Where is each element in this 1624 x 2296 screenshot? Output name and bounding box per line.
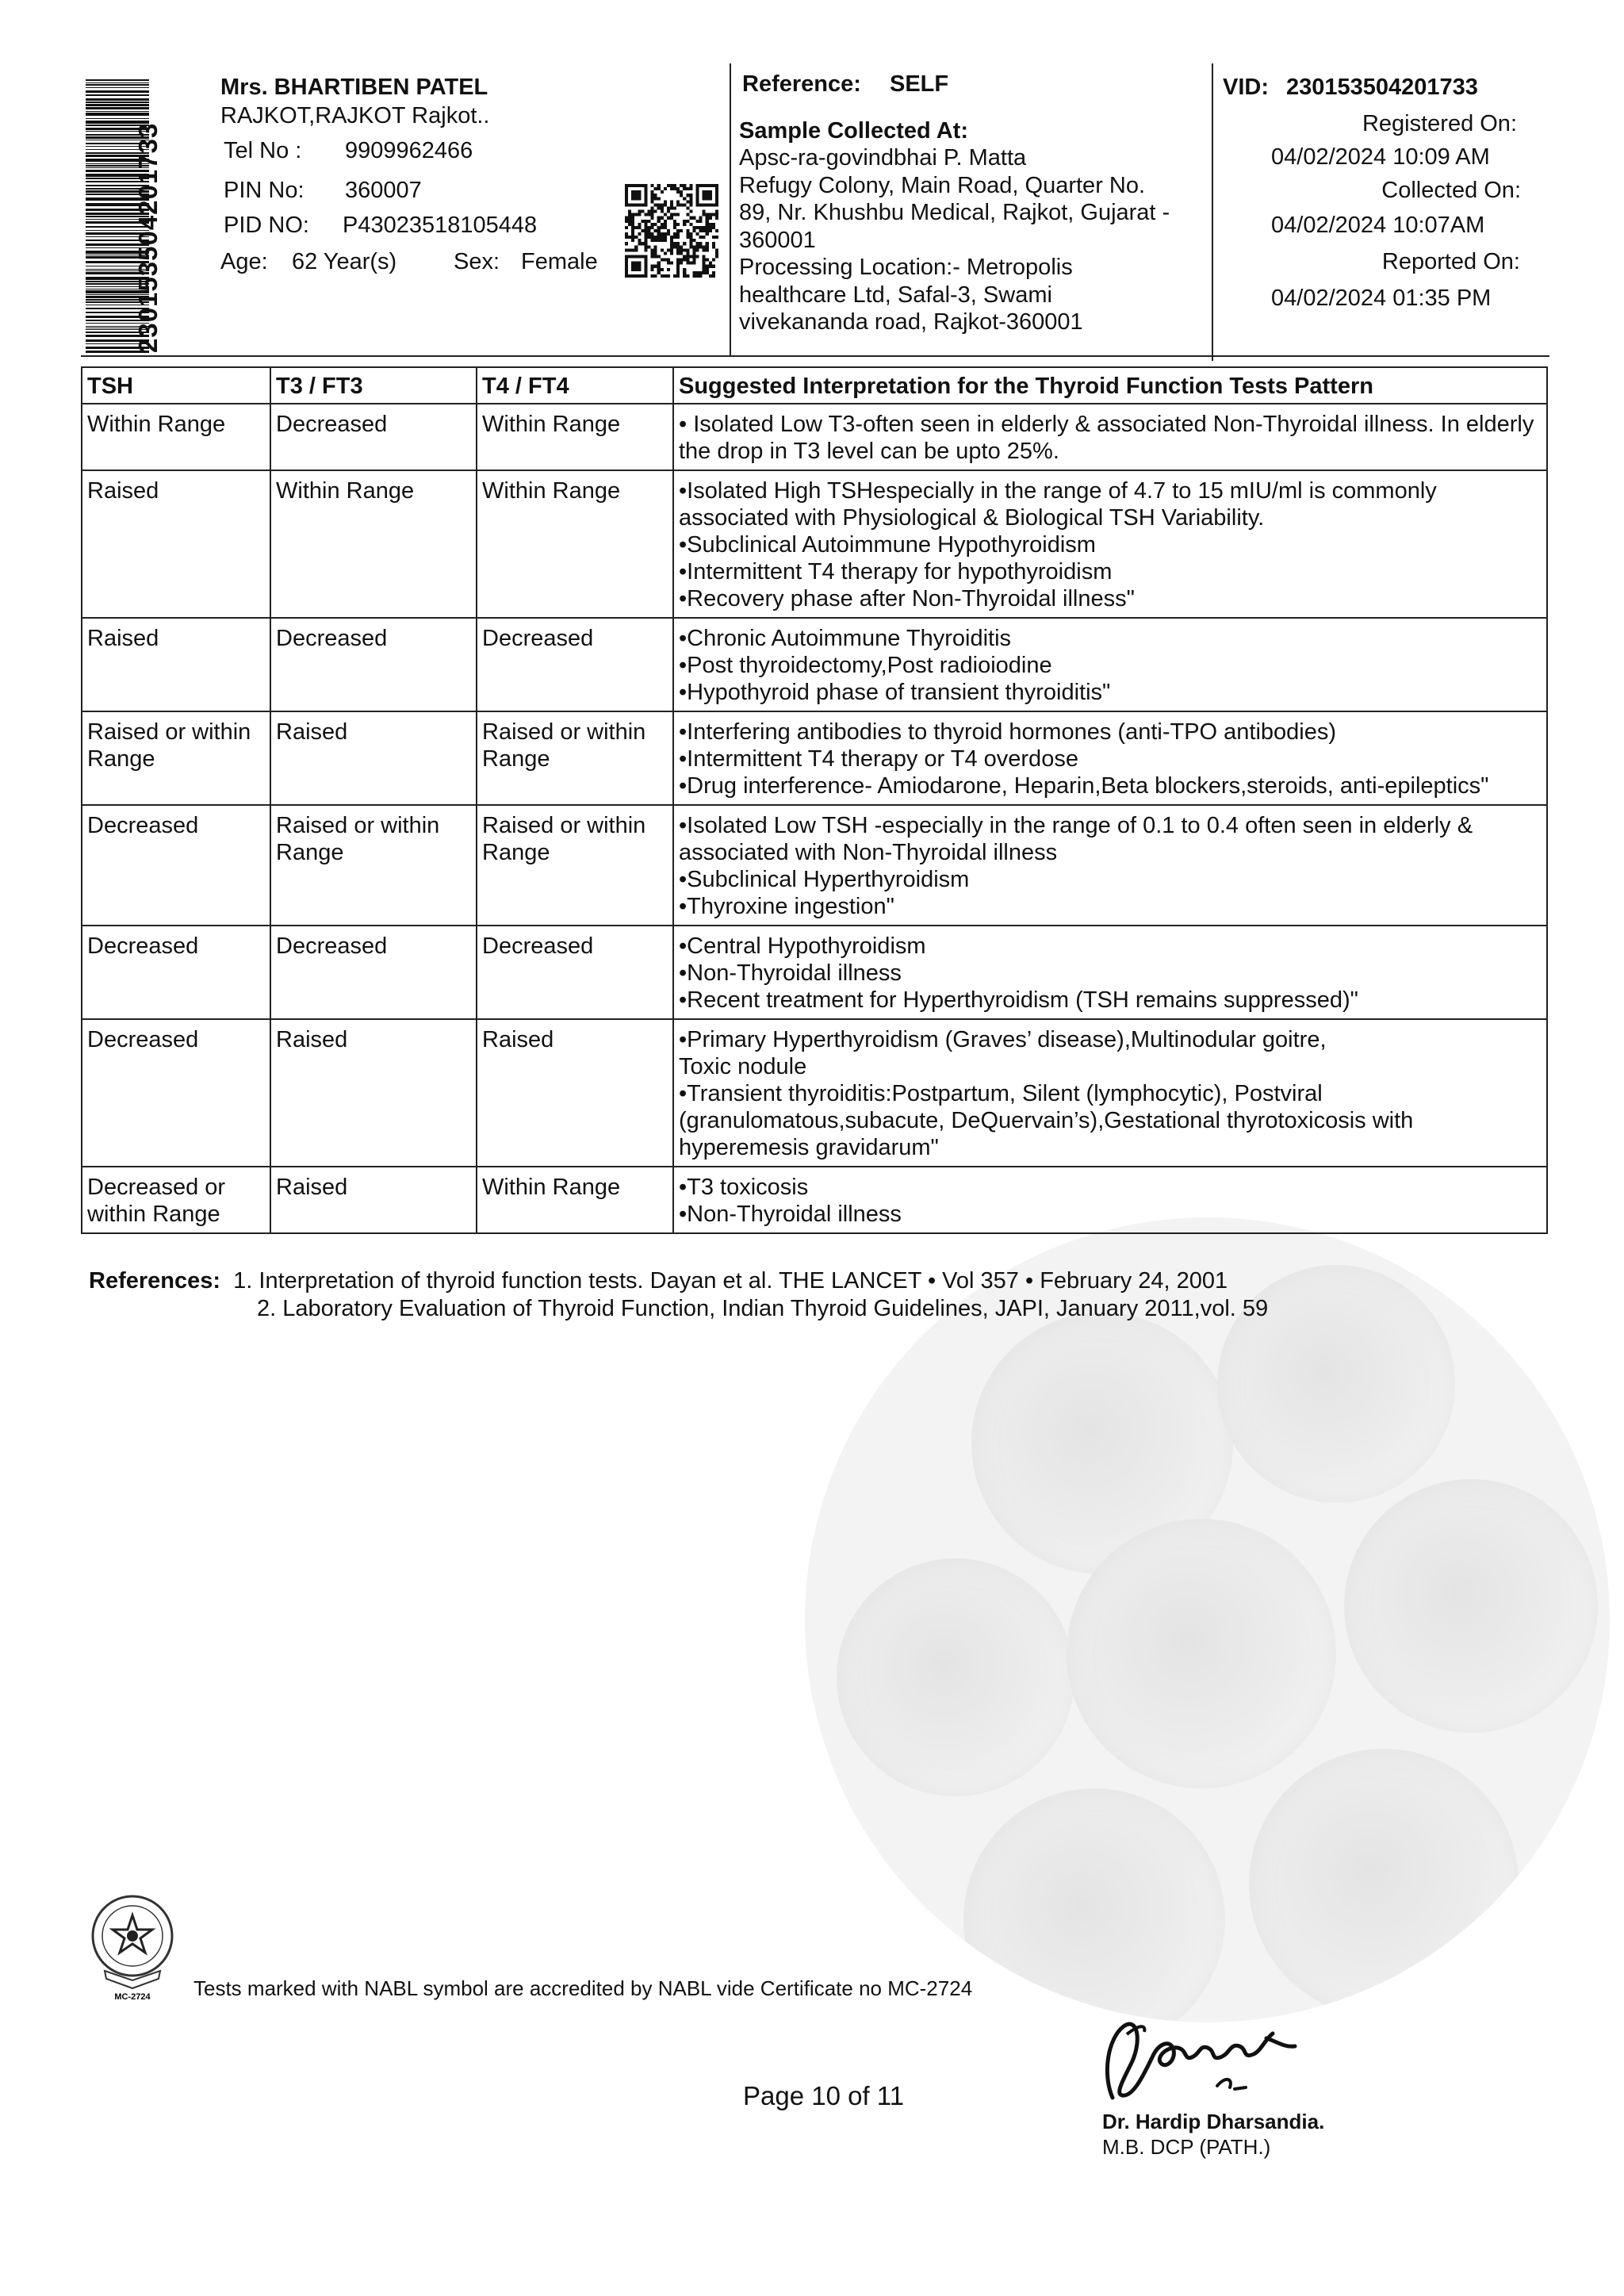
collected-value: 04/02/2024 10:07AM xyxy=(1271,213,1485,238)
patient-name: Mrs. BHARTIBEN PATEL xyxy=(220,75,488,100)
doctor-signature xyxy=(1098,2007,1304,2106)
pin-value: 360007 xyxy=(345,178,422,203)
t4-cell: Within Range xyxy=(477,1167,673,1233)
patient-address: RAJKOT,RAJKOT Rajkot.. xyxy=(220,103,490,128)
t3-cell: Decreased xyxy=(270,404,477,470)
t3-cell: Raised xyxy=(270,711,477,805)
tsh-cell: Decreased or within Range xyxy=(82,1167,270,1233)
tsh-cell: Decreased xyxy=(82,805,270,926)
t3-cell: Raised or within Range xyxy=(270,805,477,926)
collected-label: Collected On: xyxy=(1381,178,1521,203)
table-row xyxy=(82,805,1547,926)
t4-cell: Decreased xyxy=(477,618,673,711)
tsh-cell: Decreased xyxy=(82,926,270,1019)
interpretation-cell: •Chronic Autoimmune Thyroiditis •Post thyroidectomy,Post radioiodine •Hypothyroid phase of transient thyroiditis" xyxy=(673,618,1547,711)
page-number: Page 10 of 11 xyxy=(743,2081,905,2110)
tsh-cell: Raised xyxy=(82,470,270,618)
interpretation-cell: •Isolated Low TSH -especially in the range of 0.1 to 0.4 often seen in elderly & associated with Non-Thyroidal illness •Subclinical Hyperthyroidism •Thyroxine ingestion" xyxy=(673,805,1547,926)
interpretation-cell: •Central Hypothyroidism •Non-Thyroidal illness •Recent treatment for Hyperthyroidism (TSH remains suppressed)" xyxy=(673,926,1547,1019)
table-row xyxy=(82,470,1547,618)
registered-value: 04/02/2024 10:09 AM xyxy=(1271,144,1490,170)
qr-code xyxy=(625,184,718,278)
barcode-number: 230153504201733 xyxy=(133,122,163,353)
t4-cell: Within Range xyxy=(477,470,673,618)
sample-collected-address xyxy=(739,144,1170,336)
sample-line: Processing Location:- Metropolis xyxy=(739,255,1073,280)
sex-value: Female xyxy=(521,249,598,274)
t4-cell: Decreased xyxy=(477,926,673,1019)
header-interpretation: Suggested Interpretation for the Thyroid Function Tests Pattern xyxy=(673,367,1547,404)
table-header-row xyxy=(82,367,1547,404)
reported-label: Reported On: xyxy=(1381,249,1520,274)
tsh-cell: Decreased xyxy=(82,1019,270,1167)
vid-label: VID: xyxy=(1223,75,1269,100)
t3-cell: Within Range xyxy=(270,470,477,618)
nabl-logo-code: MC-2724 xyxy=(114,1992,151,2002)
header-t3: T3 / FT3 xyxy=(270,367,477,404)
t4-cell: Within Range xyxy=(477,404,673,470)
references-label: References: xyxy=(89,1268,221,1294)
nabl-logo xyxy=(89,1892,176,2003)
pid-label: PID NO: xyxy=(224,213,309,238)
table-row xyxy=(82,618,1547,711)
reference-item: 2. Laboratory Evaluation of Thyroid Function, Indian Thyroid Guidelines, JAPI, January 2011,vol. 59 xyxy=(257,1296,1269,1321)
t4-cell: Raised or within Range xyxy=(477,711,673,805)
sample-line: Apsc-ra-govindbhai P. Matta xyxy=(739,145,1027,171)
background-watermark xyxy=(805,1217,1610,2022)
tel-value: 9909962466 xyxy=(345,138,473,163)
reference-value: SELF xyxy=(890,71,949,97)
pin-label: PIN No: xyxy=(224,178,304,203)
t4-cell: Raised xyxy=(477,1019,673,1167)
interpretation-cell: •Interfering antibodies to thyroid hormones (anti-TPO antibodies) •Intermittent T4 therapy or T4 overdose •Drug interference- Amiodarone, Heparin,Beta blockers,steroids, anti-epileptics" xyxy=(673,711,1547,805)
table-row xyxy=(82,711,1547,805)
header-divider-1 xyxy=(730,63,731,357)
t3-cell: Decreased xyxy=(270,926,477,1019)
table-row xyxy=(82,1019,1547,1167)
vid-value: 230153504201733 xyxy=(1286,75,1478,100)
header-t4: T4 / FT4 xyxy=(477,367,673,404)
age-label: Age: xyxy=(220,249,268,274)
sample-line: Refugy Colony, Main Road, Quarter No. xyxy=(739,172,1146,198)
reference-label: Reference: xyxy=(742,71,861,97)
sample-collected-label: Sample Collected At: xyxy=(739,118,968,144)
sex-label: Sex: xyxy=(454,249,500,274)
t4-cell: Raised or within Range xyxy=(477,805,673,926)
age-value: 62 Year(s) xyxy=(292,249,397,274)
table-row xyxy=(82,404,1547,470)
t3-cell: Raised xyxy=(270,1167,477,1233)
sample-line: vivekananda road, Rajkot-360001 xyxy=(739,309,1083,335)
table-row xyxy=(82,926,1547,1019)
interpretation-cell: •T3 toxicosis •Non-Thyroidal illness xyxy=(673,1167,1547,1233)
pid-value: P43023518105448 xyxy=(343,213,538,238)
interpretation-cell: •Isolated High TSHespecially in the range of 4.7 to 15 mIU/ml is commonly associated with Physiological & Biological TSH Variability. •Subclinical Autoimmune Hypothyroidism •Intermittent T4 therapy for hypothyroidism •Recovery phase after Non-Thyroidal illness" xyxy=(673,470,1547,618)
t3-cell: Decreased xyxy=(270,618,477,711)
table-row xyxy=(82,1167,1547,1233)
interpretation-cell: • Isolated Low T3-often seen in elderly & associated Non-Thyroidal illness. In elderly the drop in T3 level can be upto 25%. xyxy=(673,404,1547,470)
header-divider-2 xyxy=(1212,63,1213,361)
header-tsh: TSH xyxy=(82,367,270,404)
doctor-qualification: M.B. DCP (PATH.) xyxy=(1102,2135,1271,2159)
tsh-cell: Within Range xyxy=(82,404,270,470)
thyroid-interpretation-table xyxy=(81,366,1548,1234)
sample-line: 89, Nr. Khushbu Medical, Rajkot, Gujarat - xyxy=(739,200,1170,225)
doctor-name: Dr. Hardip Dharsandia. xyxy=(1102,2110,1325,2133)
reference-item: 1. Interpretation of thyroid function tests. Dayan et al. THE LANCET • Vol 357 • February 24, 2001 xyxy=(233,1268,1228,1294)
header-bottom-rule xyxy=(81,355,1549,357)
sample-line: 360001 xyxy=(739,227,816,253)
tel-label: Tel No : xyxy=(224,138,302,163)
t3-cell: Raised xyxy=(270,1019,477,1167)
sample-line: healthcare Ltd, Safal-3, Swami xyxy=(739,282,1052,308)
references xyxy=(89,1267,1268,1323)
interpretation-cell: •Primary Hyperthyroidism (Graves’ disease),Multinodular goitre, Toxic nodule •Transient thyroiditis:Postpartum, Silent (lymphocytic), Postviral (granulomatous,subacute, DeQuervain’s),Gestational thyrotoxicosis with hyperemesis gravidarum" xyxy=(673,1019,1547,1167)
reported-value: 04/02/2024 01:35 PM xyxy=(1271,286,1492,311)
nabl-accreditation-note: Tests marked with NABL symbol are accredited by NABL vide Certificate no MC-2724 xyxy=(193,1976,973,2000)
tsh-cell: Raised or within Range xyxy=(82,711,270,805)
tsh-cell: Raised xyxy=(82,618,270,711)
registered-label: Registered On: xyxy=(1362,111,1517,136)
